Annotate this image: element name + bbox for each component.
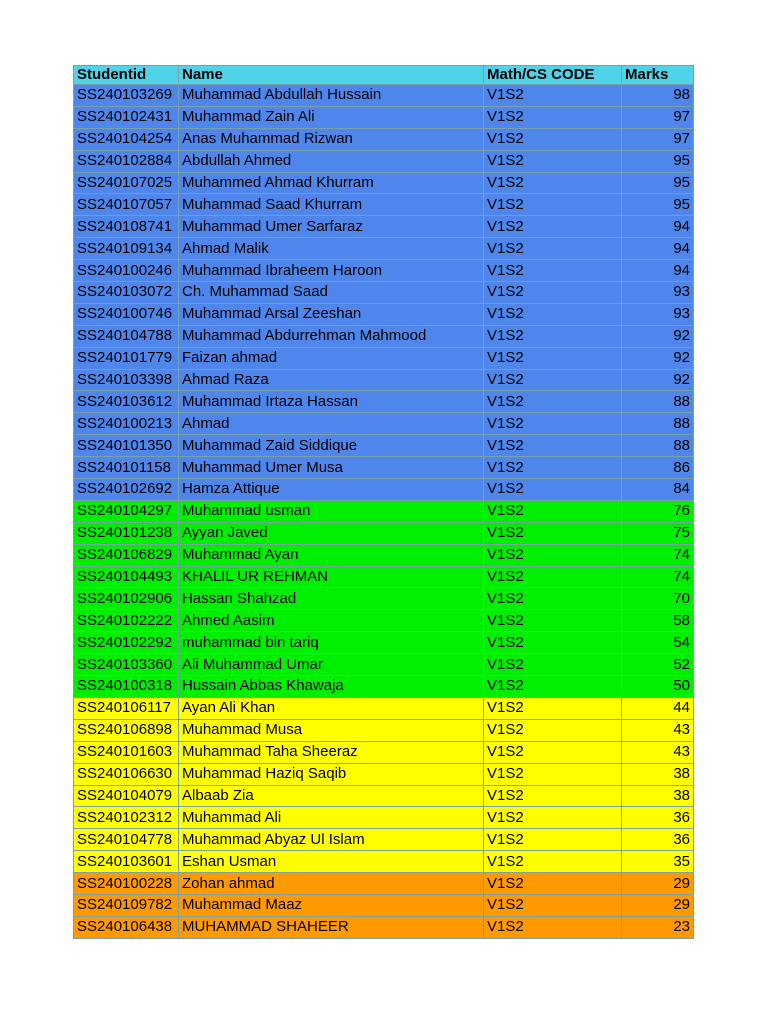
header-name: Name	[179, 66, 484, 85]
marks-cell: 92	[622, 369, 694, 391]
marks-cell: 36	[622, 829, 694, 851]
student-name-cell: Anas Muhammad Rizwan	[179, 128, 484, 150]
student-name-cell: Muhammad Irtaza Hassan	[179, 391, 484, 413]
student-id-cell: SS240103398	[74, 369, 179, 391]
header-marks: Marks	[622, 66, 694, 85]
table-row	[74, 413, 694, 435]
marks-cell: 38	[622, 763, 694, 785]
marks-cell: 38	[622, 785, 694, 807]
table-row	[74, 719, 694, 741]
marks-cell: 70	[622, 588, 694, 610]
marks-cell: 98	[622, 85, 694, 107]
course-code-cell: V1S2	[484, 719, 622, 741]
course-code-cell: V1S2	[484, 894, 622, 916]
student-name-cell: Muhammad Ibraheem Haroon	[179, 260, 484, 282]
table-row	[74, 435, 694, 457]
student-id-cell: SS240104493	[74, 566, 179, 588]
course-code-cell: V1S2	[484, 85, 622, 107]
table-row	[74, 807, 694, 829]
table-row	[74, 457, 694, 479]
table-row	[74, 391, 694, 413]
student-name-cell: Ayyan Javed	[179, 522, 484, 544]
student-name-cell: Muhammad Haziq Saqib	[179, 763, 484, 785]
student-id-cell: SS240102692	[74, 479, 179, 501]
marks-cell: 74	[622, 566, 694, 588]
table-row	[74, 128, 694, 150]
course-code-cell: V1S2	[484, 435, 622, 457]
course-code-cell: V1S2	[484, 763, 622, 785]
table-row	[74, 610, 694, 632]
course-code-cell: V1S2	[484, 150, 622, 172]
student-id-cell: SS240106630	[74, 763, 179, 785]
student-id-cell: SS240100213	[74, 413, 179, 435]
course-code-cell: V1S2	[484, 347, 622, 369]
marks-cell: 94	[622, 238, 694, 260]
student-name-cell: Ahmed Aasim	[179, 610, 484, 632]
student-id-cell: SS240109782	[74, 894, 179, 916]
student-name-cell: Abdullah Ahmed	[179, 150, 484, 172]
student-id-cell: SS240101158	[74, 457, 179, 479]
student-id-cell: SS240100228	[74, 873, 179, 895]
course-code-cell: V1S2	[484, 785, 622, 807]
student-id-cell: SS240101350	[74, 435, 179, 457]
student-id-cell: SS240102431	[74, 106, 179, 128]
marks-cell: 54	[622, 632, 694, 654]
student-id-cell: SS240106829	[74, 544, 179, 566]
table-row	[74, 632, 694, 654]
table-row	[74, 282, 694, 304]
table-row	[74, 369, 694, 391]
header-studentid: Studentid	[74, 66, 179, 85]
student-name-cell: Muhammed Ahmad Khurram	[179, 172, 484, 194]
student-id-cell: SS240102884	[74, 150, 179, 172]
marks-cell: 43	[622, 741, 694, 763]
table-body	[74, 85, 694, 939]
marks-cell: 76	[622, 500, 694, 522]
student-id-cell: SS240108741	[74, 216, 179, 238]
marks-cell: 29	[622, 894, 694, 916]
student-name-cell: Faizan ahmad	[179, 347, 484, 369]
course-code-cell: V1S2	[484, 303, 622, 325]
student-id-cell: SS240103360	[74, 654, 179, 676]
student-id-cell: SS240104297	[74, 500, 179, 522]
student-name-cell: Hussain Abbas Khawaja	[179, 676, 484, 698]
course-code-cell: V1S2	[484, 216, 622, 238]
table-row	[74, 85, 694, 107]
table-row	[74, 763, 694, 785]
course-code-cell: V1S2	[484, 654, 622, 676]
student-name-cell: Muhammad Maaz	[179, 894, 484, 916]
marks-cell: 88	[622, 435, 694, 457]
student-name-cell: Muhammad Abyaz Ul Islam	[179, 829, 484, 851]
student-name-cell: Muhammad Abdurrehman Mahmood	[179, 325, 484, 347]
course-code-cell: V1S2	[484, 106, 622, 128]
student-id-cell: SS240103612	[74, 391, 179, 413]
table-row	[74, 238, 694, 260]
table-row	[74, 260, 694, 282]
table-row	[74, 194, 694, 216]
student-id-cell: SS240100246	[74, 260, 179, 282]
marks-cell: 88	[622, 391, 694, 413]
marks-cell: 94	[622, 260, 694, 282]
course-code-cell: V1S2	[484, 610, 622, 632]
student-name-cell: Muhammad Zain Ali	[179, 106, 484, 128]
student-name-cell: Ayan Ali Khan	[179, 697, 484, 719]
marks-cell: 97	[622, 106, 694, 128]
table-row	[74, 544, 694, 566]
student-id-cell: SS240103072	[74, 282, 179, 304]
marks-cell: 58	[622, 610, 694, 632]
marks-cell: 44	[622, 697, 694, 719]
student-name-cell: Ahmad	[179, 413, 484, 435]
student-name-cell: Muhammad Ali	[179, 807, 484, 829]
course-code-cell: V1S2	[484, 391, 622, 413]
marks-cell: 52	[622, 654, 694, 676]
table-row	[74, 697, 694, 719]
header-code: Math/CS CODE	[484, 66, 622, 85]
student-name-cell: Ahmad Raza	[179, 369, 484, 391]
marks-cell: 74	[622, 544, 694, 566]
table-row	[74, 873, 694, 895]
student-name-cell: Muhammad Saad Khurram	[179, 194, 484, 216]
table-row	[74, 676, 694, 698]
marks-cell: 88	[622, 413, 694, 435]
course-code-cell: V1S2	[484, 697, 622, 719]
course-code-cell: V1S2	[484, 128, 622, 150]
marks-cell: 92	[622, 325, 694, 347]
marks-cell: 35	[622, 851, 694, 873]
student-name-cell: Zohan ahmad	[179, 873, 484, 895]
course-code-cell: V1S2	[484, 676, 622, 698]
student-name-cell: Muhammad Umer Musa	[179, 457, 484, 479]
student-id-cell: SS240102906	[74, 588, 179, 610]
student-id-cell: SS240104778	[74, 829, 179, 851]
student-id-cell: SS240109134	[74, 238, 179, 260]
student-id-cell: SS240103601	[74, 851, 179, 873]
course-code-cell: V1S2	[484, 194, 622, 216]
marks-cell: 95	[622, 194, 694, 216]
student-id-cell: SS240104788	[74, 325, 179, 347]
course-code-cell: V1S2	[484, 566, 622, 588]
student-name-cell: Muhammad Umer Sarfaraz	[179, 216, 484, 238]
course-code-cell: V1S2	[484, 172, 622, 194]
marks-cell: 75	[622, 522, 694, 544]
course-code-cell: V1S2	[484, 500, 622, 522]
table-row	[74, 150, 694, 172]
course-code-cell: V1S2	[484, 873, 622, 895]
marks-cell: 97	[622, 128, 694, 150]
course-code-cell: V1S2	[484, 829, 622, 851]
student-name-cell: Ch. Muhammad Saad	[179, 282, 484, 304]
marks-cell: 84	[622, 479, 694, 501]
table-row	[74, 588, 694, 610]
table-row	[74, 916, 694, 938]
student-id-cell: SS240106438	[74, 916, 179, 938]
student-id-cell: SS240102222	[74, 610, 179, 632]
course-code-cell: V1S2	[484, 588, 622, 610]
student-name-cell: Ali Muhammad Umar	[179, 654, 484, 676]
marks-cell: 92	[622, 347, 694, 369]
course-code-cell: V1S2	[484, 741, 622, 763]
marks-cell: 94	[622, 216, 694, 238]
marks-cell: 95	[622, 172, 694, 194]
marks-cell: 50	[622, 676, 694, 698]
student-name-cell: Muhammad Taha Sheeraz	[179, 741, 484, 763]
marks-cell: 43	[622, 719, 694, 741]
table-row	[74, 347, 694, 369]
student-name-cell: Muhammad Arsal Zeeshan	[179, 303, 484, 325]
student-id-cell: SS240104079	[74, 785, 179, 807]
student-id-cell: SS240101603	[74, 741, 179, 763]
course-code-cell: V1S2	[484, 413, 622, 435]
student-name-cell: Muhammad Abdullah Hussain	[179, 85, 484, 107]
student-id-cell: SS240101238	[74, 522, 179, 544]
marks-cell: 36	[622, 807, 694, 829]
table-row	[74, 303, 694, 325]
student-id-cell: SS240106117	[74, 697, 179, 719]
student-name-cell: Muhammad usman	[179, 500, 484, 522]
student-id-cell: SS240101779	[74, 347, 179, 369]
student-id-cell: SS240100318	[74, 676, 179, 698]
course-code-cell: V1S2	[484, 238, 622, 260]
student-name-cell: Muhammad Musa	[179, 719, 484, 741]
header-row	[74, 66, 694, 85]
marks-cell: 95	[622, 150, 694, 172]
table-row	[74, 522, 694, 544]
table-row	[74, 325, 694, 347]
table-row	[74, 479, 694, 501]
student-name-cell: Hamza Attique	[179, 479, 484, 501]
student-name-cell: KHALIL UR REHMAN	[179, 566, 484, 588]
student-name-cell: MUHAMMAD SHAHEER	[179, 916, 484, 938]
table-row	[74, 106, 694, 128]
marks-cell: 29	[622, 873, 694, 895]
course-code-cell: V1S2	[484, 457, 622, 479]
student-id-cell: SS240104254	[74, 128, 179, 150]
course-code-cell: V1S2	[484, 807, 622, 829]
marks-cell: 93	[622, 282, 694, 304]
student-id-cell: SS240103269	[74, 85, 179, 107]
table-row	[74, 654, 694, 676]
course-code-cell: V1S2	[484, 544, 622, 566]
table-row	[74, 829, 694, 851]
course-code-cell: V1S2	[484, 260, 622, 282]
course-code-cell: V1S2	[484, 916, 622, 938]
marks-cell: 93	[622, 303, 694, 325]
table-row	[74, 785, 694, 807]
table-row	[74, 216, 694, 238]
course-code-cell: V1S2	[484, 369, 622, 391]
student-id-cell: SS240100746	[74, 303, 179, 325]
student-name-cell: Ahmad Malik	[179, 238, 484, 260]
course-code-cell: V1S2	[484, 479, 622, 501]
course-code-cell: V1S2	[484, 325, 622, 347]
student-id-cell: SS240107057	[74, 194, 179, 216]
course-code-cell: V1S2	[484, 522, 622, 544]
marks-cell: 23	[622, 916, 694, 938]
table-row	[74, 566, 694, 588]
course-code-cell: V1S2	[484, 632, 622, 654]
student-name-cell: Muhammad Ayan	[179, 544, 484, 566]
student-name-cell: Albaab Zia	[179, 785, 484, 807]
student-id-cell: SS240107025	[74, 172, 179, 194]
student-name-cell: Eshan Usman	[179, 851, 484, 873]
table-row	[74, 172, 694, 194]
student-name-cell: Muhammad Zaid Siddique	[179, 435, 484, 457]
table-row	[74, 851, 694, 873]
student-id-cell: SS240102292	[74, 632, 179, 654]
marks-cell: 86	[622, 457, 694, 479]
marks-table	[73, 65, 694, 939]
student-id-cell: SS240102312	[74, 807, 179, 829]
table-row	[74, 741, 694, 763]
course-code-cell: V1S2	[484, 851, 622, 873]
table-row	[74, 894, 694, 916]
student-name-cell: muhammad bin tariq	[179, 632, 484, 654]
table-row	[74, 500, 694, 522]
student-name-cell: Hassan Shahzad	[179, 588, 484, 610]
student-id-cell: SS240106898	[74, 719, 179, 741]
course-code-cell: V1S2	[484, 282, 622, 304]
